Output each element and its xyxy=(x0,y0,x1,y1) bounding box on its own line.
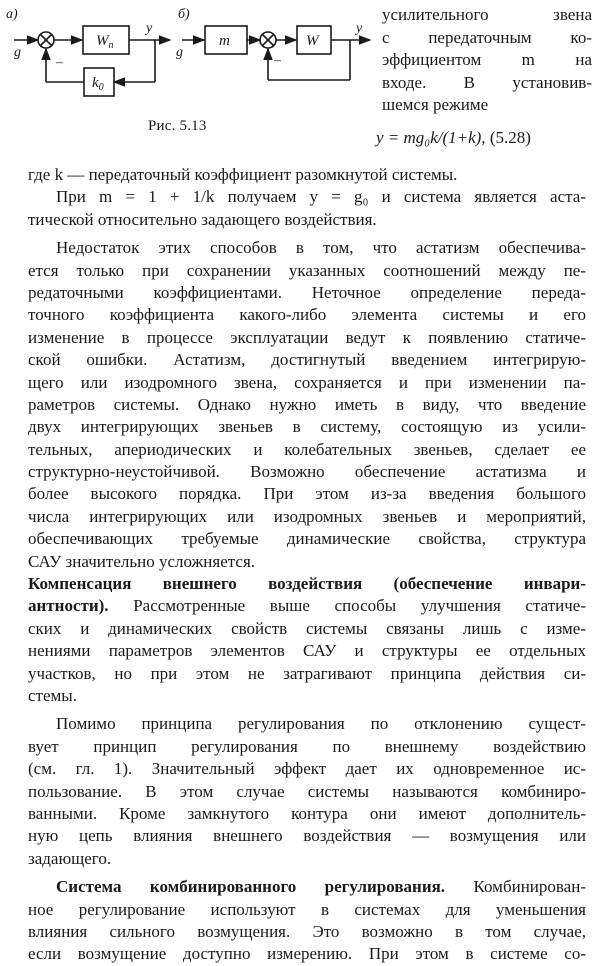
panel-a-input-label: g xyxy=(14,45,21,60)
side-text-column xyxy=(382,4,592,117)
panel-b-letter: б) xyxy=(178,7,190,22)
text-line: пользование. В этом случае системы называются комбиниро- xyxy=(28,781,586,801)
text-line: обеспечивающих требуемые динамические свойства, структура xyxy=(28,529,586,549)
text-line: вует принцип регулирования по внешнему воздействию xyxy=(28,736,586,756)
text-line: ное регулирование используют в системах для уменьшения xyxy=(28,899,586,919)
text-line: редаточными коэффициентами. Неточное определение переда- xyxy=(28,282,586,302)
text-line: САУ значительно усложняется. xyxy=(28,551,256,571)
text-line: участков, но при этом не затрагивают принципа действия си- xyxy=(28,663,586,683)
text-line: если возмущение доступно измерению. При этом в системе со- xyxy=(28,944,586,964)
side-text-line: входе. В установив- xyxy=(382,72,592,92)
body-text xyxy=(28,164,586,966)
panel-a-letter: а) xyxy=(6,7,18,22)
section-heading-invariance: Компенсация внешнего воздействия (обеспечение инвари- xyxy=(28,574,586,594)
side-text-line: усилительного звена xyxy=(382,5,592,24)
text-line: нениями параметров элементов САУ и структуры ее отдельных xyxy=(28,641,586,661)
text-line: ванными. Кроме замкнутого контура они имеют дополнитель- xyxy=(28,803,586,823)
text-line: щего или изодромного звена, сохраняется и при изменении па- xyxy=(28,372,586,392)
text-line: структурно-неустойчивой. Возможно обеспечение астатизма и xyxy=(28,462,586,482)
text-line: где k — передаточный коэффициент разомкнутой системы. xyxy=(28,165,458,184)
text-line: более высокого порядка. При этом из-за введения большого xyxy=(28,484,586,504)
side-text-line: шемся режиме xyxy=(382,95,489,114)
text-line: стемы. xyxy=(28,685,77,705)
text-line: изменение в процессе эксплуатации ведут к появлению статиче- xyxy=(28,327,586,347)
block-diagrams xyxy=(0,0,372,110)
text-line: ется только при сохранении указанных соотношений между пе- xyxy=(28,260,586,280)
equation-number: (5.28) xyxy=(489,128,531,147)
text-line: раметров системы. Однако нужно иметь в виду, что введение xyxy=(28,394,586,414)
text-line: (см. гл. 1). Значительный эффект дает их одновременное ис- xyxy=(28,759,586,779)
figure-caption: Рис. 5.13 xyxy=(148,118,207,134)
text-line: ских и динамических свойств системы связаны лишь с изме- xyxy=(28,618,586,638)
text-line: Помимо принципа регулирования по отклонению сущест- xyxy=(56,714,586,734)
panel-b-output-label: y xyxy=(356,21,363,36)
text-line xyxy=(28,573,586,595)
side-text-line: эффициентом m на xyxy=(382,50,592,69)
panel-b-input-label: g xyxy=(176,45,183,60)
panel-b-pre-block-label: m xyxy=(219,33,230,49)
text-line: двух интегрирующих звеньев в систему, состоящую из усили- xyxy=(28,417,586,437)
text-line: тической относительно задающего воздействия. xyxy=(28,209,377,229)
text-line: задающего. xyxy=(28,848,112,868)
figure-5-13 xyxy=(0,0,372,160)
panel-a-forward-block-label: $W_п$ xyxy=(96,33,114,51)
text-line: точного коэффициента какого-либо элемента системы и его xyxy=(28,305,586,325)
equation-5-28 xyxy=(376,128,596,148)
section-heading-combined: Система комбинированного регулирования. xyxy=(56,877,446,897)
panel-b-minus-sign: – xyxy=(274,53,281,68)
text-line: ской ошибки. Астатизм, достигнутый введением интегрирую- xyxy=(28,350,586,370)
text-line: ную цепь влияния внешнего воздействия — возмущения или xyxy=(28,826,586,846)
text-line: При m = 1 + 1/k получаем y = g₀ и система является аста- xyxy=(56,187,586,207)
section-heading-invariance-cont: антности). xyxy=(28,596,109,616)
panel-a-output-label: y xyxy=(146,21,153,36)
text-line: числа интегрирующих или изодромных звеньев и мероприятий, xyxy=(28,506,586,526)
panel-b-forward-block-label: W xyxy=(306,33,319,49)
panel-a-minus-sign: – xyxy=(56,55,63,70)
panel-a-feedback-block-label: $k_0$ xyxy=(92,75,104,93)
text-line: Система комбинированного регулирования. Комбинирован- xyxy=(56,877,586,897)
side-text-line: с передаточным ко- xyxy=(382,27,592,47)
equation-formula: y = mg₀k/(1+k), xyxy=(376,128,486,147)
text-line: тельных, апериодических и колебательных звеньев, сделает ее xyxy=(28,439,586,459)
text-line: влияния сильного возмущения. Это возможно в том случае, xyxy=(28,921,586,941)
text-line: Недостаток этих способов в том, что астатизм обеспечива- xyxy=(56,238,586,258)
text-line: антности). Рассмотренные выше способы улучшения статиче- xyxy=(28,596,586,616)
